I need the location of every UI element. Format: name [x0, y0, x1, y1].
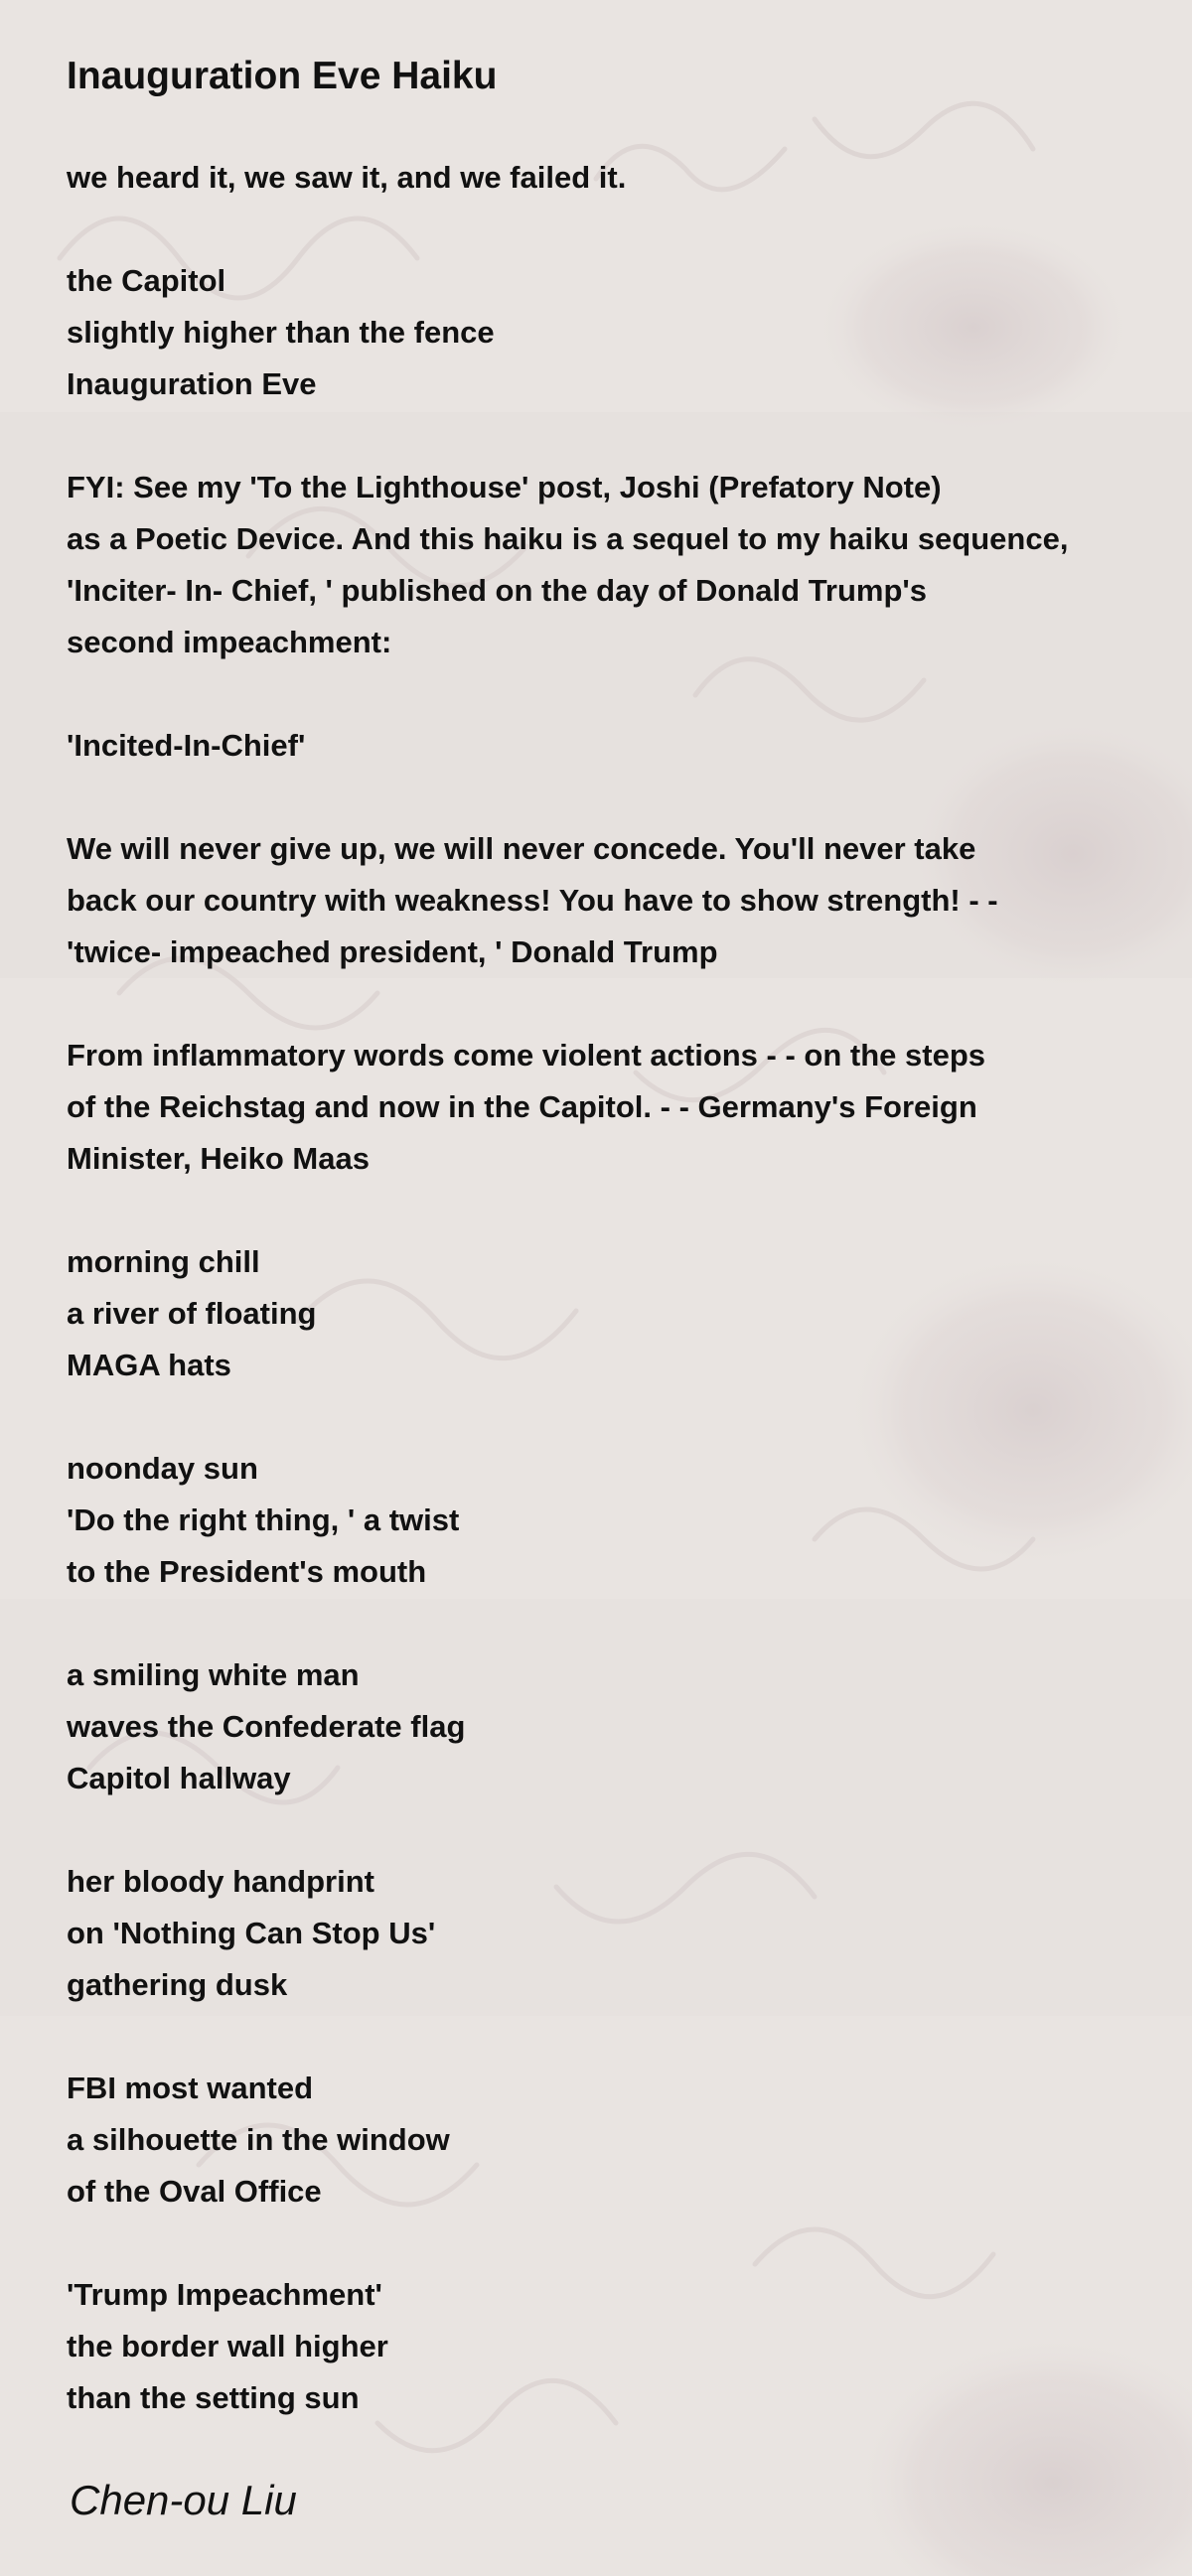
poem-line: on 'Nothing Can Stop Us': [67, 1916, 436, 1950]
poem-line: 'twice- impeached president, ' Donald Trump: [67, 934, 718, 969]
poem-line: back our country with weakness! You have to show strength! - -: [67, 883, 998, 918]
poem-stanza: [67, 2269, 1169, 2424]
poem-line: noonday sun: [67, 1451, 258, 1486]
poem-stanza: [67, 1236, 1169, 1391]
poem-line: we heard it, we saw it, and we failed it.: [67, 160, 627, 195]
poem-stanza: [67, 2063, 1169, 2218]
poem-stanza: [67, 1030, 1169, 1185]
poem-line: We will never give up, we will never concede. You'll never take: [67, 831, 976, 866]
poem-line: waves the Confederate flag: [67, 1709, 466, 1744]
poem-body: [67, 152, 1169, 2476]
poem-stanza: [67, 823, 1169, 978]
poem-line: of the Oval Office: [67, 2174, 322, 2209]
poem-line: second impeachment:: [67, 625, 392, 659]
poem-stanza: [67, 152, 1169, 204]
poem-line: FYI: See my 'To the Lighthouse' post, Joshi (Prefatory Note): [67, 470, 942, 504]
poem-line: as a Poetic Device. And this haiku is a sequel to my haiku sequence,: [67, 521, 1069, 556]
poem-line: 'Inciter- In- Chief, ' published on the day of Donald Trump's: [67, 573, 928, 608]
poem-line: Capitol hallway: [67, 1761, 291, 1795]
poem-line: a smiling white man: [67, 1657, 360, 1692]
poem-stanza: [67, 1649, 1169, 1804]
poem-line: FBI most wanted: [67, 2071, 314, 2105]
poem-line: than the setting sun: [67, 2380, 360, 2415]
poem-line: 'Incited-In-Chief': [67, 728, 306, 763]
poem-line: 'Trump Impeachment': [67, 2277, 382, 2312]
poem-stanza: [67, 1443, 1169, 1598]
poem-stanza: [67, 462, 1169, 668]
poem-stanza: [67, 1856, 1169, 2011]
poem-title: Inauguration Eve Haiku: [67, 55, 498, 97]
poem-line: the border wall higher: [67, 2329, 388, 2363]
poem-line: From inflammatory words come violent actions - - on the steps: [67, 1038, 985, 1073]
poem-stanza: [67, 255, 1169, 410]
poem-stanza: [67, 720, 1169, 772]
poem-line: to the President's mouth: [67, 1554, 427, 1589]
poem-line: morning chill: [67, 1244, 260, 1279]
poem-line: of the Reichstag and now in the Capitol. - - Germany's Foreign: [67, 1089, 977, 1124]
poem-line: Minister, Heiko Maas: [67, 1141, 370, 1176]
poem-author: Chen-ou Liu: [70, 2477, 297, 2523]
poem-line: 'Do the right thing, ' a twist: [67, 1503, 460, 1537]
poem-line: a silhouette in the window: [67, 2122, 450, 2157]
poem-line: MAGA hats: [67, 1348, 231, 1382]
poem-line: her bloody handprint: [67, 1864, 374, 1899]
poem-line: a river of floating: [67, 1296, 317, 1331]
poem-line: the Capitol: [67, 263, 226, 298]
poem-line: slightly higher than the fence: [67, 315, 495, 350]
poem-line: gathering dusk: [67, 1967, 288, 2002]
poem-line: Inauguration Eve: [67, 366, 317, 401]
